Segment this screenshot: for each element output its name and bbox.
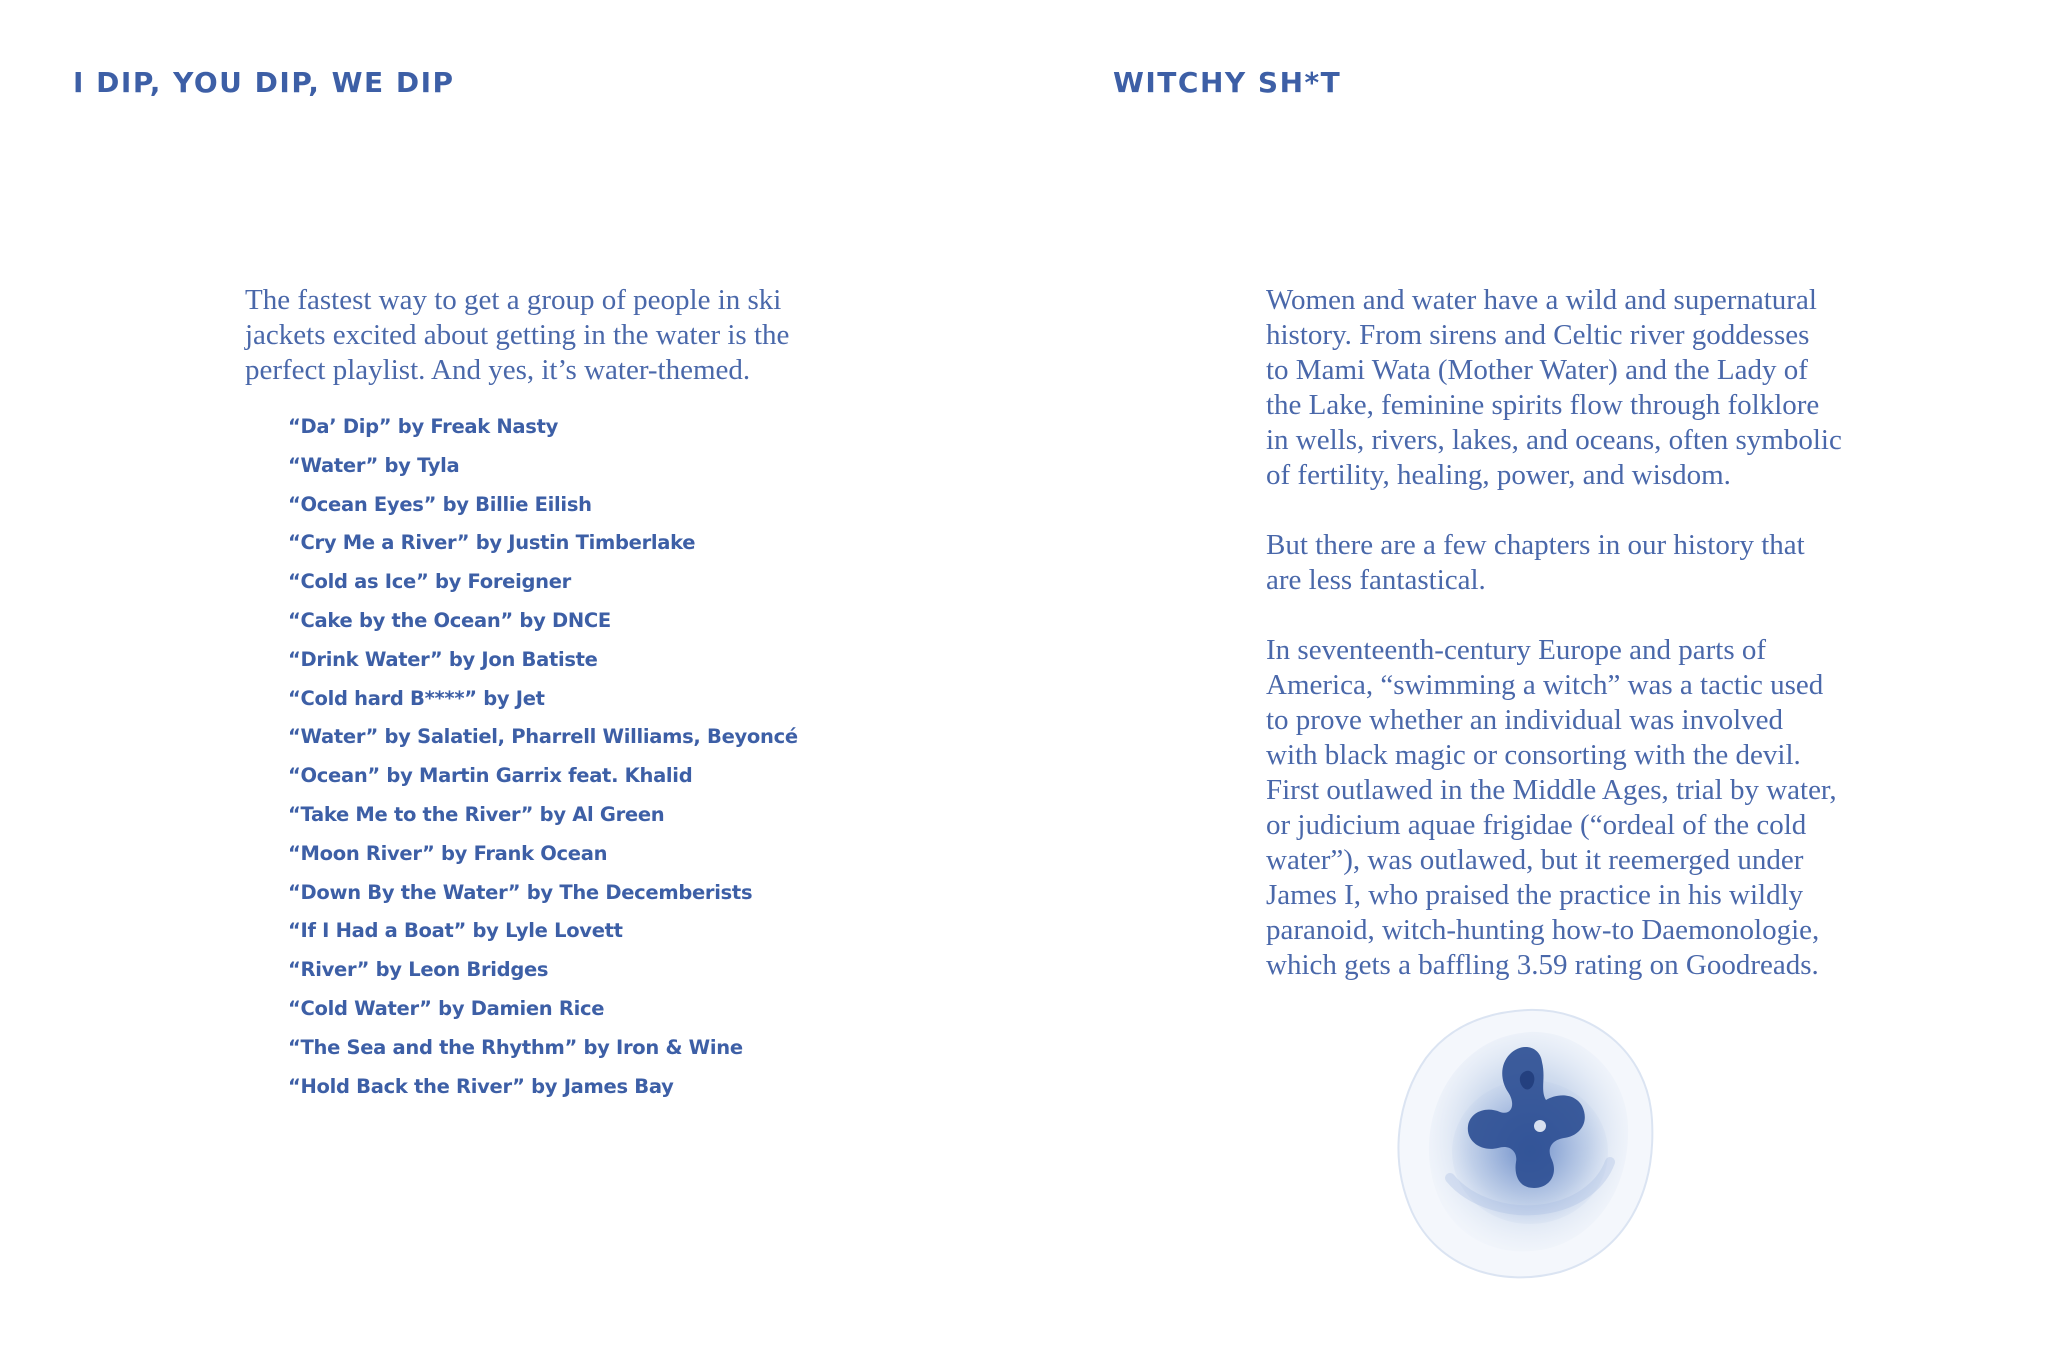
playlist-intro bbox=[245, 283, 825, 388]
playlist-item: “Ocean” by Martin Garrix feat. Khalid bbox=[288, 764, 693, 788]
playlist-item: “Down By the Water” by The Decemberists bbox=[288, 880, 753, 904]
playlist-item: “Water” by Salatiel, Pharrell Williams, Beyoncé bbox=[288, 725, 798, 749]
text-line: in wells, rivers, lakes, and oceans, often symbolic bbox=[1266, 424, 1842, 456]
playlist bbox=[288, 408, 798, 1106]
text-line: But there are a few chapters in our history that bbox=[1266, 529, 1805, 561]
text-line: James I, who praised the practice in his wildly bbox=[1266, 879, 1804, 911]
text-line: history. From sirens and Celtic river goddesses bbox=[1266, 319, 1810, 351]
intro-line: The fastest way to get a group of people in ski bbox=[245, 284, 782, 316]
playlist-item: “Take Me to the River” by Al Green bbox=[288, 802, 665, 826]
playlist-item: “Cold hard B****” by Jet bbox=[288, 686, 545, 710]
text-line: First outlawed in the Middle Ages, trial by water, bbox=[1266, 774, 1837, 806]
text-line: In seventeenth-century Europe and parts of bbox=[1266, 634, 1767, 666]
playlist-item: “River” by Leon Bridges bbox=[288, 958, 549, 982]
text-line: with black magic or consorting with the devil. bbox=[1266, 739, 1801, 771]
intro-line: jackets excited about getting in the water is the bbox=[245, 319, 790, 351]
playlist-item: “Cake by the Ocean” by DNCE bbox=[288, 608, 611, 632]
playlist-item: “Water” by Tyla bbox=[288, 453, 460, 477]
text-line: of fertility, healing, power, and wisdom. bbox=[1266, 459, 1731, 491]
right-page-title: WITCHY SH*T bbox=[1113, 66, 1342, 99]
text-line: water”), was outlawed, but it reemerged under bbox=[1266, 844, 1804, 876]
text-line: or judicium aquae frigidae (“ordeal of the cold bbox=[1266, 809, 1807, 841]
paragraph bbox=[1266, 633, 1966, 983]
playlist-item: “Cry Me a River” by Justin Timberlake bbox=[288, 531, 696, 555]
left-page-title: I DIP, YOU DIP, WE DIP bbox=[73, 66, 455, 99]
text-line: to prove whether an individual was involved bbox=[1266, 704, 1784, 736]
playlist-item: “If I Had a Boat” by Lyle Lovett bbox=[288, 919, 623, 943]
right-page bbox=[1024, 0, 2048, 1356]
text-line: paranoid, witch-hunting how-to Daemonologie, bbox=[1266, 914, 1820, 946]
playlist-item: “Da’ Dip” by Freak Nasty bbox=[288, 415, 558, 438]
playlist-item: “Moon River” by Frank Ocean bbox=[288, 841, 608, 865]
paragraph bbox=[1266, 283, 1966, 493]
watercolor-blot-illustration bbox=[1390, 1002, 1660, 1292]
playlist-item: “Cold as Ice” by Foreigner bbox=[288, 570, 571, 594]
playlist-item: “Cold Water” by Damien Rice bbox=[288, 996, 605, 1020]
text-line: to Mami Wata (Mother Water) and the Lady of bbox=[1266, 354, 1808, 386]
text-line: the Lake, feminine spirits flow through folklore bbox=[1266, 389, 1820, 421]
text-line: are less fantastical. bbox=[1266, 564, 1486, 596]
playlist-item: “Hold Back the River” by James Bay bbox=[288, 1074, 674, 1098]
text-line: which gets a baffling 3.59 rating on Goodreads. bbox=[1266, 949, 1819, 981]
witch-history-text bbox=[1266, 283, 1966, 1018]
playlist-item: “Drink Water” by Jon Batiste bbox=[288, 647, 598, 671]
text-line: America, “swimming a witch” was a tactic used bbox=[1266, 669, 1824, 701]
playlist-item: “The Sea and the Rhythm” by Iron & Wine bbox=[288, 1035, 743, 1059]
text-line: Women and water have a wild and supernatural bbox=[1266, 284, 1817, 316]
playlist-item: “Ocean Eyes” by Billie Eilish bbox=[288, 492, 592, 516]
intro-line: perfect playlist. And yes, it’s water-themed. bbox=[245, 354, 751, 386]
paragraph bbox=[1266, 528, 1966, 598]
